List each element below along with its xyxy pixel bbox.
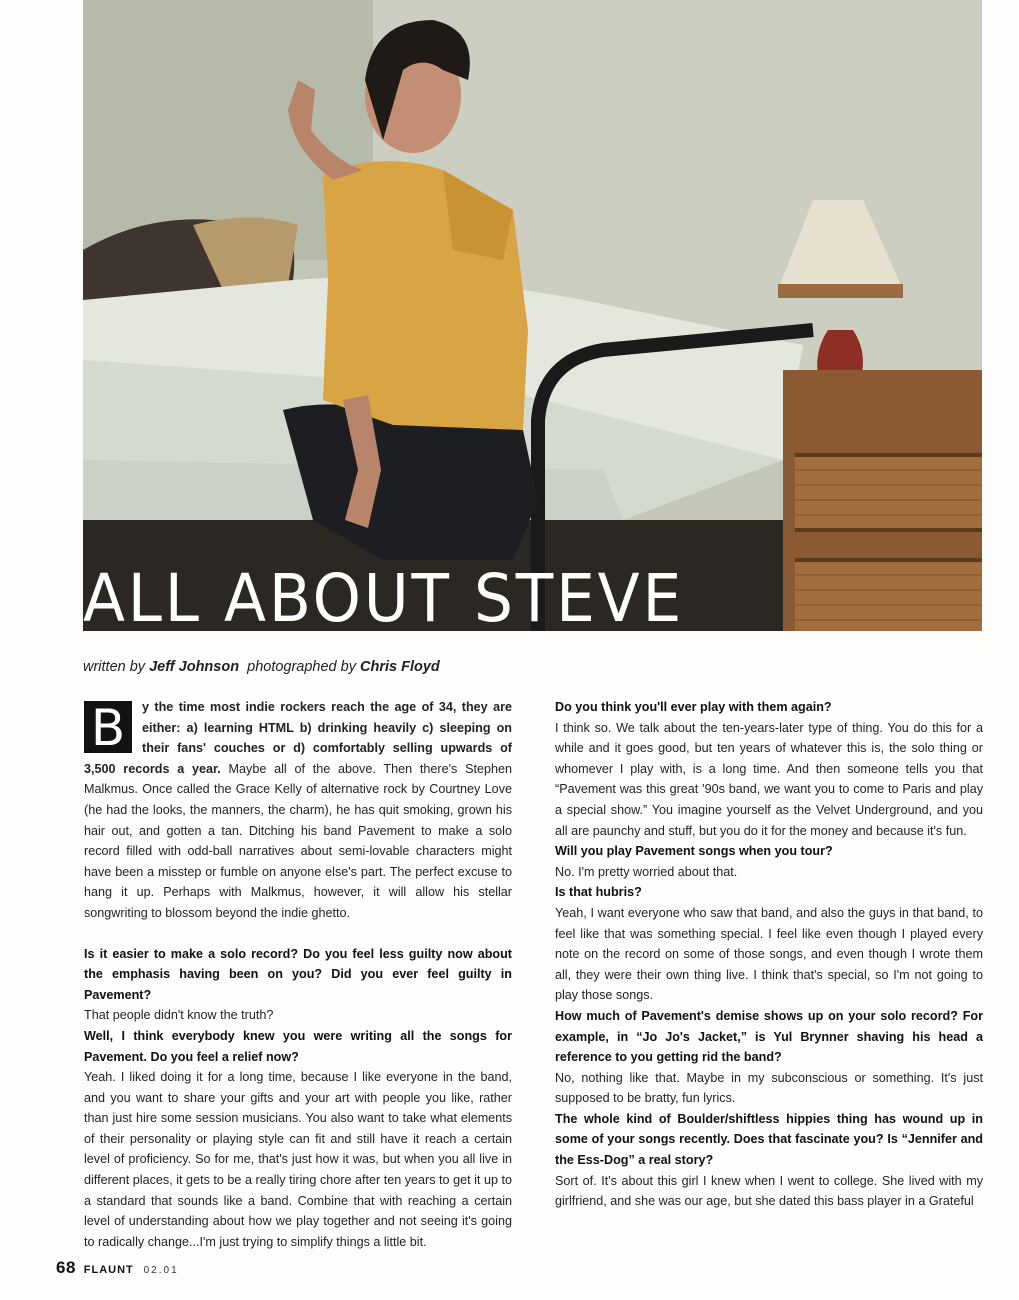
- answer: That people didn't know the truth?: [84, 1008, 274, 1023]
- question: Do you think you'll ever play with them again?: [555, 700, 832, 714]
- byline-written-label: written by: [83, 659, 146, 675]
- answer: Yeah. I liked doing it for a long time, because I like everyone in the band, and you want to share your gifts and your art with people you like, rather than just hire some session musicians. You also want to take what elements of their personality or playing style can fit and still have it reach a certain level of proficiency. So for me, that's just how it was, but when you all live in different places, it gets to be a really tiring chore after ten years to get it up to a standard that sounds like a band. Combine that with reaching a certain level of understanding about how we play together and not seeing it's going to radically change...I'm just trying to simplify things a little bit.: [84, 1070, 512, 1249]
- question: The whole kind of Boulder/shiftless hippies thing has wound up in some of your songs recently. Does that fascinate you? Is “Jennifer and the Ess-Dog” a real story?: [555, 1111, 983, 1168]
- issue-date: 02.01: [143, 1265, 179, 1276]
- answer: No, nothing like that. Maybe in my subconscious or something. It's just supposed to be bratty, fun lyrics.: [555, 1070, 983, 1106]
- magazine-name: FLAUNT: [83, 1264, 134, 1276]
- page-folio: [56, 1258, 179, 1278]
- answer: Sort of. It's about this girl I knew when I went to college. She lived with my girlfriend, and she was our age, but she dated this bass player in a Grateful: [555, 1173, 983, 1209]
- answer: No. I'm pretty worried about that.: [555, 864, 738, 879]
- byline-photographer: Chris Floyd: [360, 659, 440, 675]
- byline: [83, 659, 440, 675]
- bedroom-scene-illustration: [83, 0, 982, 631]
- page-number: 68: [56, 1258, 76, 1277]
- byline-writer: Jeff Johnson: [149, 659, 240, 675]
- intro-body: Maybe all of the above. Then there's Stephen Malkmus. Once called the Grace Kelly of alternative rock by Courtney Love (he had the looks, the manners, the charm), he has quit smoking, grown his hair out, and gotten a tan. Ditching his band Pavement to make a solo record filled with odd-ball narratives about semi-lovable characters might have been a misstep or fumble on anyone else's part. The perfect excuse to hang it up. Perhaps with Malkmus, however, it will allow his stellar songwriting to blossom beyond the indie ghetto.: [84, 761, 512, 920]
- drop-cap: B: [84, 701, 132, 753]
- question: How much of Pavement's demise shows up on your solo record? For example, in “Jo Jo's Jacket,” is Yul Brynner shaving his head a reference to you getting rid the band?: [555, 1008, 983, 1065]
- answer: I think so. We talk about the ten-years-later type of thing. You do this for a while and it goes good, but ten years of whatever this is, the solo thing or whomever I play with, is a long time. And then someone tells you that “Pavement was this great '90s band, we want you to come to Paris and play a special show.” You imagine yourself as the Velvet Underground, and you all are paunchy and stuff, but you do it for the money and because it's fun.: [555, 720, 983, 838]
- question: Well, I think everybody knew you were writing all the songs for Pavement. Do you feel a relief now?: [84, 1028, 512, 1064]
- question: Will you play Pavement songs when you tour?: [555, 844, 833, 859]
- cover-photo: [83, 0, 982, 631]
- question: Is it easier to make a solo record? Do you feel less guilty now about the emphasis having been on you? Did you ever feel guilty in Pavement?: [84, 946, 512, 1002]
- answer: Yeah, I want everyone who saw that band, and also the guys in that band, to feel like that was something special. I feel like even though I played every note on the record on some of those songs, and even though I wrote them all, they were their own thing live. I think that's special, so I'm not going to play those songs.: [555, 905, 983, 1003]
- intro-lead: y the time most indie rockers reach the age of 34, they are either: a) learning HTML b) drinking heavily c) sleeping on their fans' couches or d) comfortably selling upwards of 3,500 records a year.: [84, 700, 512, 776]
- question: Is that hubris?: [555, 885, 642, 900]
- left-column: [84, 697, 512, 1252]
- byline-photo-label: photographed by: [247, 659, 356, 675]
- article-headline: ALL ABOUT STEVE: [83, 566, 685, 631]
- intro-paragraph: [84, 697, 512, 924]
- right-column: [555, 697, 983, 1212]
